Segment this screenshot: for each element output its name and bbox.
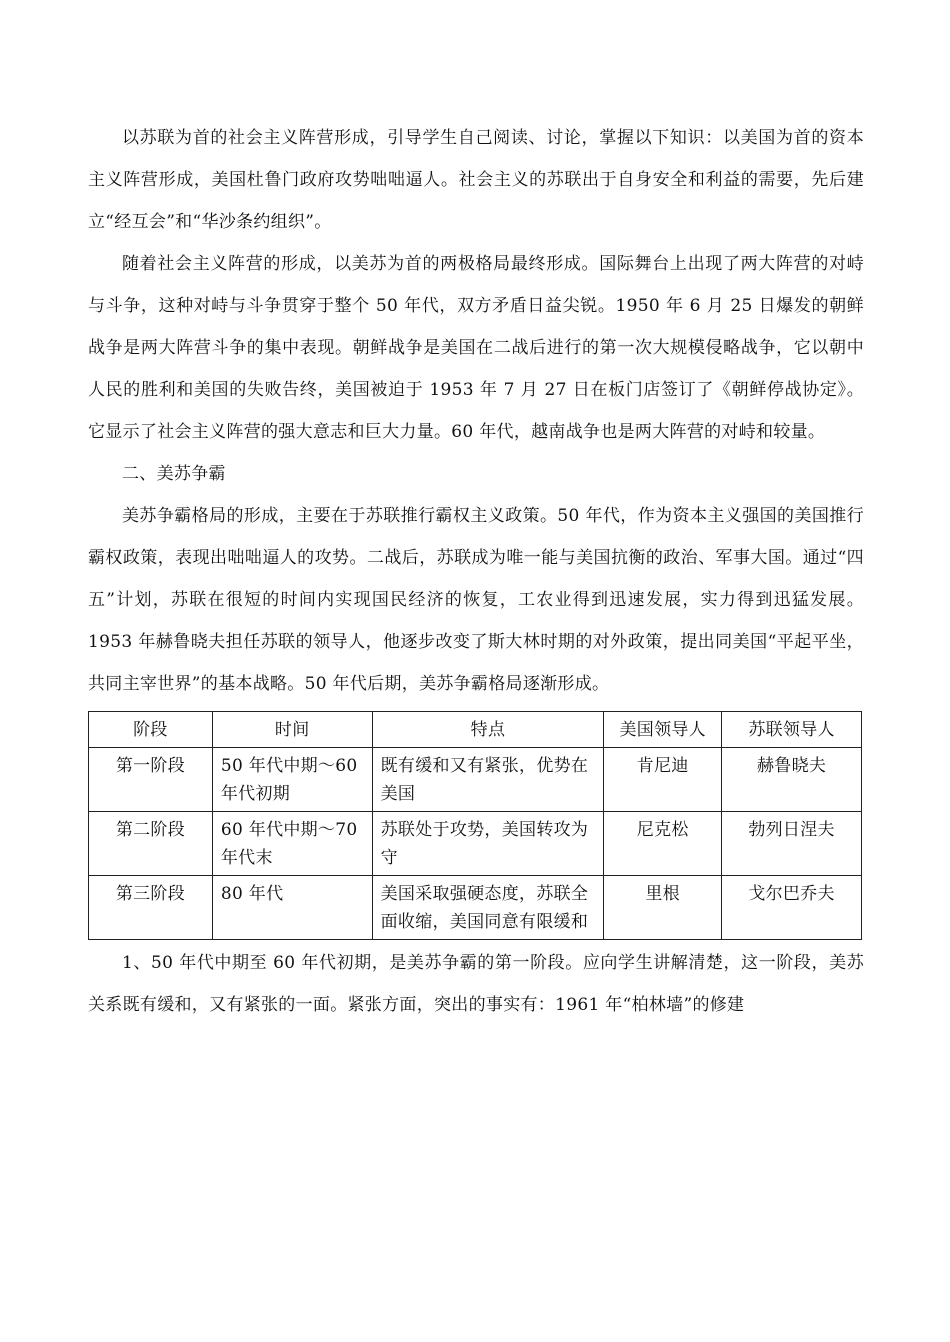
cell-stage: 第一阶段	[89, 748, 213, 812]
cell-us-leader: 里根	[604, 876, 722, 940]
cell-stage: 第三阶段	[89, 876, 213, 940]
table-row	[89, 812, 862, 876]
cell-ussr-leader: 勃列日涅夫	[722, 812, 862, 876]
header-us-leader: 美国领导人	[604, 712, 722, 748]
document-page	[88, 117, 864, 1026]
cell-ussr-leader: 戈尔巴乔夫	[722, 876, 862, 940]
cell-features: 既有缓和又有紧张，优势在美国	[372, 748, 604, 812]
table-row	[89, 748, 862, 812]
cell-features: 美国采取强硬态度，苏联全面收缩，美国同意有限缓和	[372, 876, 604, 940]
paragraph-socialist-camp: 以苏联为首的社会主义阵营形成，引导学生自己阅读、讨论，掌握以下知识：以美国为首的资本主义阵营形成，美国杜鲁门政府攻势咄咄逼人。社会主义的苏联出于自身安全和利益的需要，先后建立“经互会”和“华沙条约组织”。	[88, 128, 864, 232]
header-ussr-leader: 苏联领导人	[722, 712, 862, 748]
section-heading: 二、美苏争霸	[122, 464, 226, 484]
cell-stage: 第二阶段	[89, 812, 213, 876]
cell-time: 80 年代	[212, 876, 372, 940]
cell-ussr-leader: 赫鲁晓夫	[722, 748, 862, 812]
cell-features: 苏联处于攻势，美国转攻为守	[372, 812, 604, 876]
paragraph-bipolar-pattern: 随着社会主义阵营的形成，以美苏为首的两极格局最终形成。国际舞台上出现了两大阵营的对峙与斗争，这种对峙与斗争贯穿于整个 50 年代，双方矛盾日益尖锐。1950 年 6 月 25 日爆发的朝鲜战争是两大阵营斗争的集中表现。朝鲜战争是美国在二战后进行的第一次大规模侵略战争，它以朝中人民的胜利和美国的失败告终，美国被迫于 1953 年 7 月 27 日在板门店签订了《朝鲜停战协定》。它显示了社会主义阵营的强大意志和巨大力量。60 年代，越南战争也是两大阵营的对峙和较量。	[88, 254, 864, 442]
table-row	[89, 876, 862, 940]
paragraph-first-stage: 1、50 年代中期至 60 年代初期，是美苏争霸的第一阶段。应向学生讲解清楚，这一阶段，美苏关系既有缓和，又有紧张的一面。紧张方面，突出的事实有：1961 年“柏林墙”的修建	[88, 953, 864, 1015]
paragraph-hegemony-formation: 美苏争霸格局的形成，主要在于苏联推行霸权主义政策。50 年代，作为资本主义强国的美国推行霸权政策，表现出咄咄逼人的攻势。二战后，苏联成为唯一能与美国抗衡的政治、军事大国。通过“四五”计划，苏联在很短的时间内实现国民经济的恢复，工农业得到迅速发展，实力得到迅猛发展。1953 年赫鲁晓夫担任苏联的领导人，他逐步改变了斯大林时期的对外政策，提出同美国“平起平坐，共同主宰世界”的基本战略。50 年代后期，美苏争霸格局逐渐形成。	[88, 506, 864, 694]
header-features: 特点	[372, 712, 604, 748]
table-header-row	[89, 712, 862, 748]
hegemony-stages-table	[88, 711, 862, 940]
header-time: 时间	[212, 712, 372, 748]
cell-us-leader: 尼克松	[604, 812, 722, 876]
cell-us-leader: 肯尼迪	[604, 748, 722, 812]
cell-time: 50 年代中期～60 年代初期	[212, 748, 372, 812]
header-stage: 阶段	[89, 712, 213, 748]
cell-time: 60 年代中期～70 年代末	[212, 812, 372, 876]
